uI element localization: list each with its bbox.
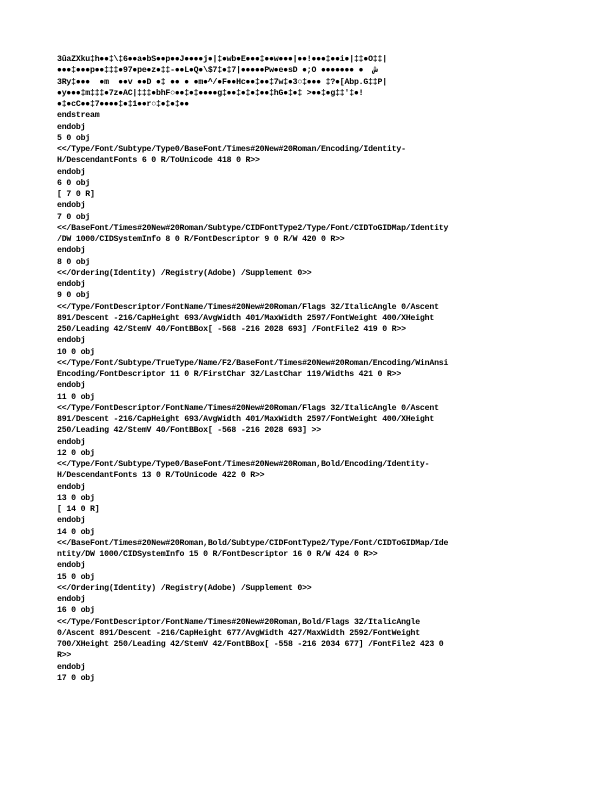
text-line: H/DescendantFonts 6 0 R/ToUnicode 418 0 R>> bbox=[57, 156, 260, 166]
text-line: [ 7 0 R] bbox=[57, 190, 95, 199]
text-line: <</Type/FontDescriptor/FontName/Times#20New#20Roman/Flags 32/ItalicAngle 0/Ascent bbox=[57, 403, 439, 413]
text-line: 9 0 obj bbox=[57, 291, 90, 301]
pdf-source-text bbox=[57, 54, 557, 684]
text-line: endobj bbox=[57, 336, 86, 346]
text-line: endobj bbox=[57, 561, 86, 571]
text-line: H/DescendantFonts 13 0 R/ToUnicode 422 0 R>> bbox=[57, 471, 265, 481]
text-line: <</Type/Font/Subtype/Type0/BaseFont/Times#20New#20Roman/Encoding/Identity- bbox=[57, 145, 406, 154]
text-line: 13 0 obj bbox=[57, 493, 95, 503]
text-line: <</Type/Font/Subtype/TrueType/Name/F2/BaseFont/Times#20New#20Roman/Encoding/WinAnsi bbox=[57, 358, 449, 368]
text-line: endobj bbox=[57, 516, 86, 526]
text-line: 15 0 obj bbox=[57, 572, 95, 582]
text-line: 11 0 obj bbox=[57, 392, 95, 402]
text-line: 14 0 obj bbox=[57, 527, 95, 537]
text-line: endobj bbox=[57, 662, 86, 672]
text-line: 250/Leading 42/StemV 40/FontBBox[ -568 -216 2028 693] >> bbox=[57, 426, 321, 436]
text-line: endobj bbox=[57, 437, 86, 447]
text-line: 6 0 obj bbox=[57, 178, 90, 188]
text-line: 891/Descent -216/CapHeight 693/AvgWidth 401/MaxWidth 2597/FontWeight 400/XHeight bbox=[57, 415, 435, 424]
text-line: endobj bbox=[57, 122, 86, 132]
text-line: /DW 1000/CIDSystemInfo 8 0 R/FontDescriptor 9 0 R/W 420 0 R>> bbox=[57, 235, 345, 244]
text-line: <</Ordering(Identity) /Registry(Adobe) /Supplement 0>> bbox=[57, 583, 312, 593]
text-line: [ 14 0 R] bbox=[57, 505, 100, 514]
text-line: 891/Descent -216/CapHeight 693/AvgWidth 401/MaxWidth 2597/FontWeight 400/XHeight bbox=[57, 313, 435, 323]
text-line: R>> bbox=[57, 651, 72, 661]
text-line: endobj bbox=[57, 595, 86, 604]
text-line: endobj bbox=[57, 381, 86, 391]
text-line: 0/Ascent 891/Descent -216/CapHeight 677/AvgWidth 427/MaxWidth 2592/FontWeight bbox=[57, 628, 420, 638]
text-line: endstream bbox=[57, 111, 100, 121]
text-line: <</BaseFont/Times#20New#20Roman/Subtype/CIDFontType2/Type/Font/CIDToGIDMap/Identity bbox=[57, 223, 449, 233]
text-line: Encoding/FontDescriptor 11 0 R/FirstChar 32/LastChar 119/Widths 421 0 R>> bbox=[57, 370, 402, 379]
text-line: 700/XHeight 250/Leading 42/StemV 42/FontBBox[ -558 -216 2034 677] /FontFile2 423 0 bbox=[57, 640, 444, 649]
text-line: 3ûaZXku‡h●●‡\‡6●●a●bS●●p●●J●●●●j●|‡●wb●E●●●‡●●w●●●|●●!●●●‡●●i●|‡‡●O‡‡| bbox=[57, 55, 387, 64]
text-line: 7 0 obj bbox=[57, 212, 90, 222]
text-line: <</Ordering(Identity) /Registry(Adobe) /Supplement 0>> bbox=[57, 268, 312, 278]
text-line: ●●●‡●●●p●●‡‡‡●97●pe●z●‡‡-●●L●Q●\$7‡●‡7|●●●●●Pw●e●sD ●;O ●●●●●●● ● ش bbox=[57, 66, 378, 76]
text-line: endobj bbox=[57, 201, 86, 211]
text-line: <</BaseFont/Times#20New#20Roman,Bold/Subtype/CIDFontType2/Type/Font/CIDToGIDMap/Ide bbox=[57, 538, 449, 548]
text-line: 250/Leading 42/StemV 40/FontBBox[ -568 -216 2028 693] /FontFile2 419 0 R>> bbox=[57, 325, 406, 334]
text-line: 10 0 obj bbox=[57, 347, 95, 357]
text-line: <</Type/FontDescriptor/FontName/Times#20New#20Roman/Flags 32/ItalicAngle 0/Ascent bbox=[57, 302, 439, 312]
text-line: endobj bbox=[57, 482, 86, 492]
text-line: ●y●●●‡m‡‡‡●7z●AC|‡‡‡●bhF○●●‡●‡●●●●g‡●●‡●‡●‡●●‡hG●‡●‡ >●●‡●g‡‡'‡●! bbox=[57, 88, 364, 98]
text-line: ●‡●cC●●‡7●●●●‡●‡1●●r○‡●‡●‡●● bbox=[57, 100, 189, 109]
text-line: 17 0 obj bbox=[57, 673, 95, 683]
text-line: 12 0 obj bbox=[57, 448, 95, 458]
text-line: 16 0 obj bbox=[57, 606, 95, 616]
text-line: ntity/DW 1000/CIDSystemInfo 15 0 R/FontDescriptor 16 0 R/W 424 0 R>> bbox=[57, 550, 378, 559]
text-line: endobj bbox=[57, 280, 86, 289]
text-line: 3Ry‡●●● ●m ●●v ●●D ●‡ ●● ● ●m●^/●F●●Hc●●‡●●‡7w‡●3○‡●●● ‡?●[Abp.G‡‡P| bbox=[57, 77, 387, 87]
text-line: 5 0 obj bbox=[57, 133, 90, 143]
text-line: <</Type/FontDescriptor/FontName/Times#20New#20Roman,Bold/Flags 32/ItalicAngle bbox=[57, 617, 420, 627]
text-line: endobj bbox=[57, 246, 86, 256]
text-line: endobj bbox=[57, 167, 86, 177]
text-line: 8 0 obj bbox=[57, 257, 90, 267]
text-line: <</Type/Font/Subtype/Type0/BaseFont/Times#20New#20Roman,Bold/Encoding/Identity- bbox=[57, 460, 430, 469]
